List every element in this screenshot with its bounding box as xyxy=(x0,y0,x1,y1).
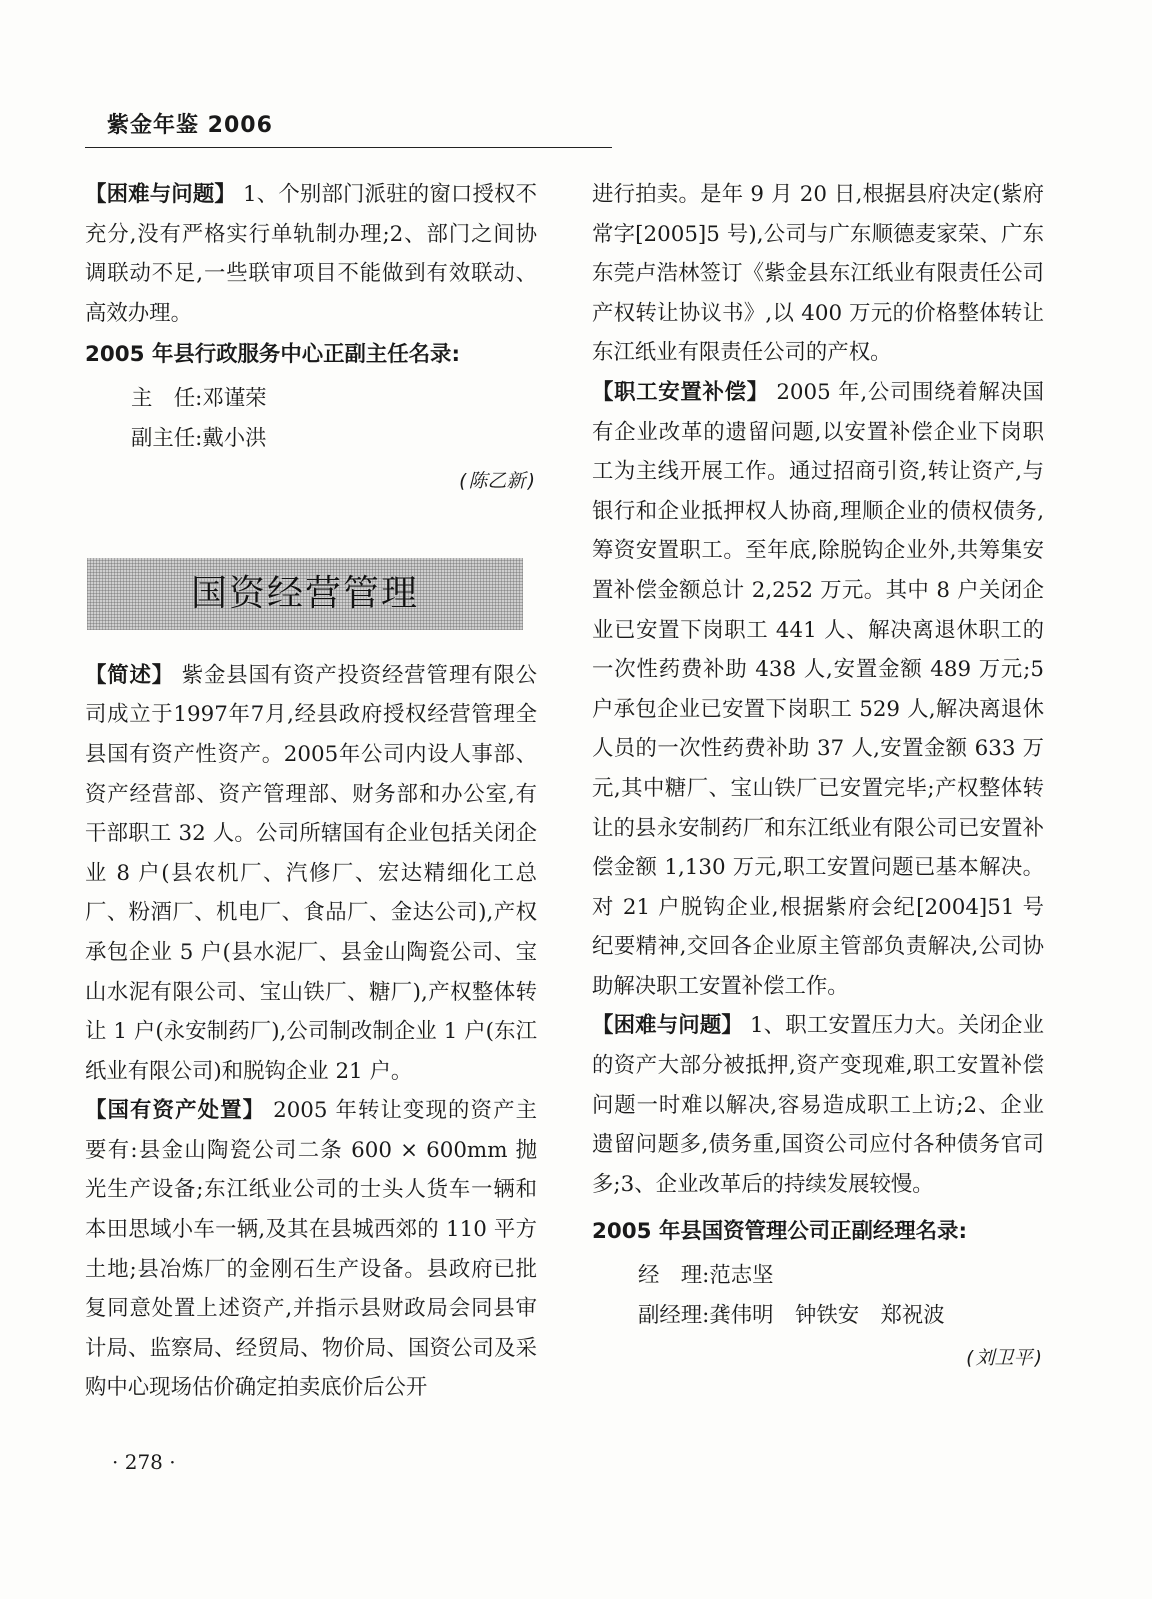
right-column xyxy=(592,175,1044,1379)
asset-company-list-title: 2005 年县国资管理公司正副经理名录: xyxy=(592,1219,968,1245)
right-difficulties-paragraph xyxy=(592,1006,1044,1204)
author-credit: (陈乙新) xyxy=(457,470,537,493)
section-tag-overview: 【简述】 xyxy=(85,662,175,688)
section-tag-staff-compensation: 【职工安置补偿】 xyxy=(592,379,769,405)
director-entry: 主 任:邓谨荣 xyxy=(131,385,267,411)
paragraph-text: 2005 年,公司围绕着解决国有企业改革的遗留问题,以安置补偿企业下岗职工为主线开展工作。通过招商引资,转让资产,与银行和企业抵押权人协商,理顺企业的债权债务,筹资安置职工。至年底,除脱钩企业外,共筹集安置补偿金额总计 2,252 万元。其中 8 户关闭企业已安置下岗职工 441 人、解决离退休职工的一次性药费补助 438 人,安置金额 489 万元;5 户承包企业已安置下岗职工 529 人,解决离退休人员的一次性药费补助 37 人,安置金额 633 万元,其中糖厂、宝山铁厂已安置完毕;产权整体转让的县永安制药厂和东江纸业有限公司已安置补偿金额 1,130 万元,职工安置问题已基本解决。对 21 户脱钩企业,根据紫府会纪[2004]51 号纪要精神,交回各企业原主管部负责解决,公司协助解决职工安置补偿工作。 xyxy=(592,379,1044,999)
yearbook-header-title: 紫金年鉴 2006 xyxy=(107,113,273,138)
staff-compensation-paragraph xyxy=(592,373,1044,1007)
overview-paragraph xyxy=(85,656,537,1092)
paragraph-text: 1、职工安置压力大。关闭企业的资产大部分被抵押,资产变现难,职工安置补偿问题一时难以解决,容易造成职工上访;2、企业遗留问题多,债务重,国资公司应付各种债务官司多;3、企业改革后的持续发展较慢。 xyxy=(592,1013,1044,1197)
deputy-director-entry: 副主任:戴小洪 xyxy=(131,425,267,451)
paragraph-text: 1、个别部门派驻的窗口授权不充分,没有严格实行单轨制办理;2、部门之间协调联动不足,一些联审项目不能做到有效联动、高效办理。 xyxy=(85,182,537,326)
manager-entry: 经 理:范志坚 xyxy=(638,1263,774,1289)
section-banner xyxy=(87,558,523,630)
left-column xyxy=(85,175,537,1408)
paragraph-text: 2005 年转让变现的资产主要有:县金山陶瓷公司二条 600 × 600mm 抛光生产设备;东江纸业公司的士头人货车一辆和本田思域小车一辆,及其在县城西郊的 110 平方土地;县冶炼厂的金刚石生产设备。县政府已批复同意处置上述资产,并指示县财政局会同县审计局、监察局、经贸局、物价局、国资公司及采购中心现场估价确定拍卖底价后公开 xyxy=(85,1098,537,1401)
section-tag-difficulties: 【困难与问题】 xyxy=(85,182,236,207)
left-difficulties-paragraph xyxy=(85,175,537,333)
asset-disposal-paragraph xyxy=(85,1091,537,1408)
section-tag-asset-disposal: 【国有资产处置】 xyxy=(85,1098,266,1124)
page-number: · 278 · xyxy=(112,1450,176,1474)
section-banner-title: 国资经营管理 xyxy=(190,572,419,614)
service-center-list-title: 2005 年县行政服务中心正副主任名录: xyxy=(85,342,461,368)
author-credit: (刘卫平) xyxy=(964,1347,1044,1370)
deputy-manager-entry: 副经理:龚伟明 钟铁安 郑祝波 xyxy=(638,1302,945,1328)
section-tag-difficulties: 【困难与问题】 xyxy=(592,1013,743,1039)
header-rule xyxy=(85,147,612,148)
paragraph-text: 紫金县国有资产投资经营管理有限公司成立于1997年7月,经县政府授权经营管理全县国有资产性资产。2005年公司内设人事部、资产经营部、资产管理部、财务部和办公室,有干部职工 32 人。公司所辖国有企业包括关闭企业 8 户(县农机厂、汽修厂、宏达精细化工总厂、粉酒厂、机电厂、食品厂、金达公司),产权承包企业 5 户(县水泥厂、县金山陶瓷公司、宝山水泥有限公司、宝山铁厂、糖厂),产权整体转让 1 户(永安制药厂),公司制改制企业 1 户(东江纸业有限公司)和脱钩企业 21 户。 xyxy=(85,662,537,1084)
auction-continuation-paragraph: 进行拍卖。是年 9 月 20 日,根据县府决定(紫府常字[2005]5 号),公司与广东顺德麦家荣、广东东莞卢浩林签订《紫金县东江纸业有限责任公司产权转让协议书》,以 400 万元的价格整体转让东江纸业有限责任公司的产权。 xyxy=(592,182,1044,366)
